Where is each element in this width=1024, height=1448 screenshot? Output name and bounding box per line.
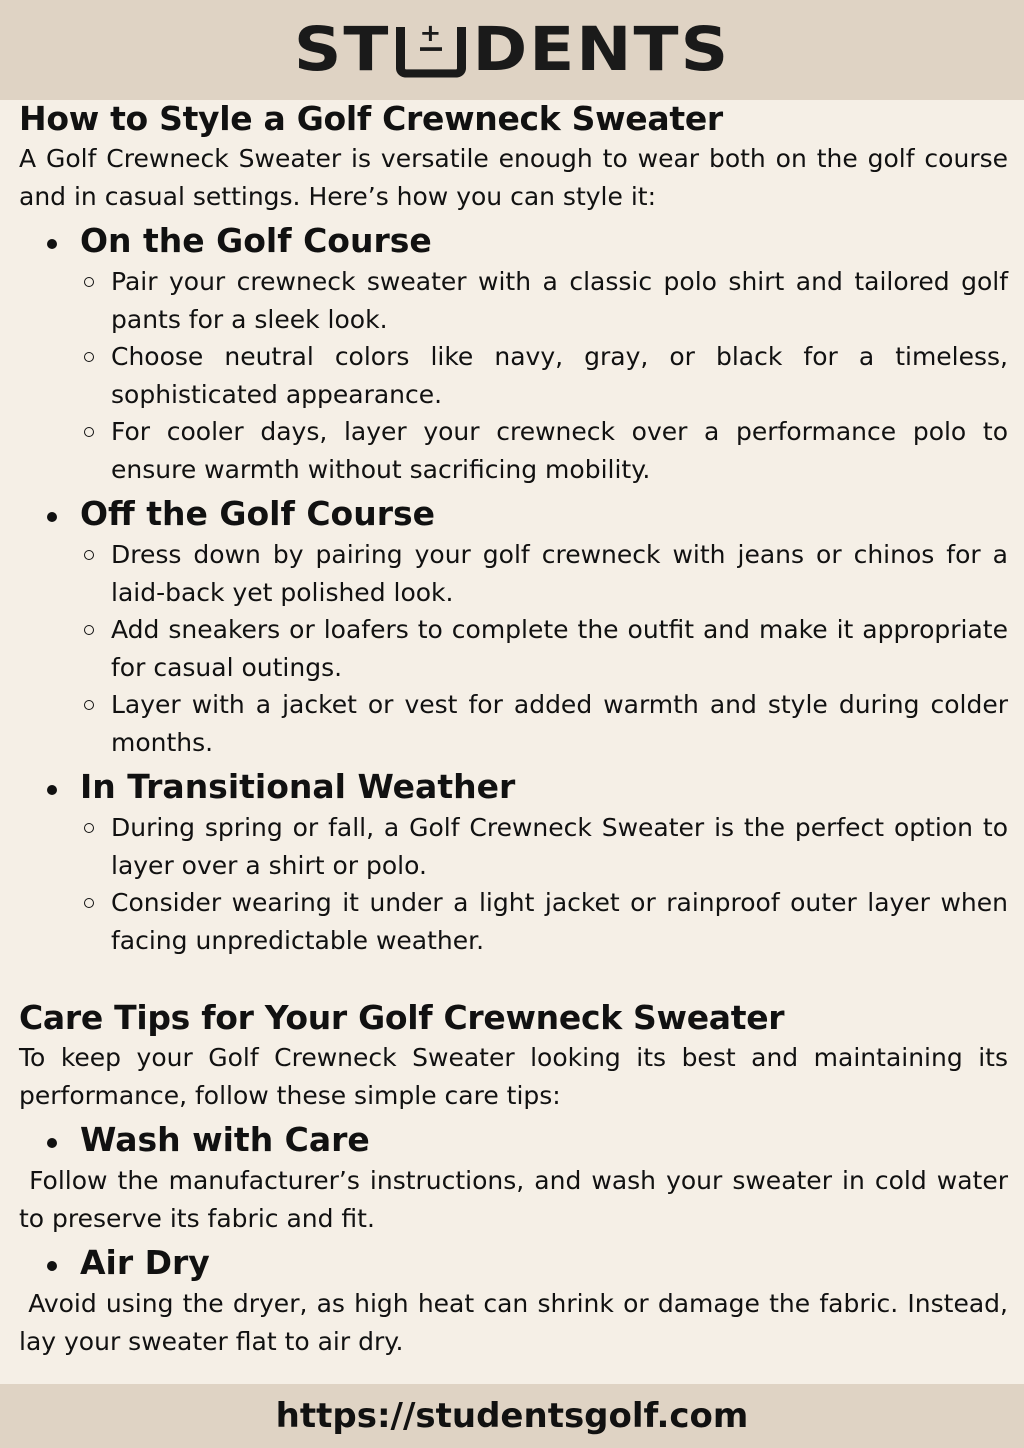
list-item: For cooler days, layer your crewneck over a performance polo to ensure warmth without sacrificing mobility. [111, 413, 1008, 488]
list-item: Dress down by pairing your golf crewneck with jeans or chinos for a laid-back yet polished look. [111, 536, 1008, 611]
style-section-title: How to Style a Golf Crewneck Sweater [19, 99, 723, 138]
care-tip-air-dry [19, 1241, 1016, 1360]
style-group-heading: Off the Golf Course [19, 492, 1008, 536]
article-content [19, 98, 1016, 1360]
footer-url-link[interactable]: https://studentsgolf.com [275, 1396, 749, 1436]
care-tip-heading: Air Dry [19, 1241, 1008, 1285]
care-tip-text: Follow the manufacturer’s instructions, and wash your sweater in cold water to preserve its fabric and fit. [19, 1166, 1016, 1233]
care-section-intro: To keep your Golf Crewneck Sweater looking its best and maintaining its performance, follow these simple care tips: [19, 1043, 1008, 1110]
care-section-title: Care Tips for Your Golf Crewneck Sweater [19, 998, 785, 1037]
header-band [0, 0, 1024, 100]
style-section-intro: A Golf Crewneck Sweater is versatile enough to wear both on the golf course and in casual settings. Here’s how you can style it: [19, 144, 1008, 211]
style-group-off-course [19, 492, 1008, 761]
list-item: Add sneakers or loafers to complete the outfit and make it appropriate for casual outings. [111, 611, 1008, 686]
style-group-heading: In Transitional Weather [19, 765, 1008, 809]
list-item: During spring or fall, a Golf Crewneck Sweater is the perfect option to layer over a shirt or polo. [111, 809, 1008, 884]
list-item: Choose neutral colors like navy, gray, or black for a timeless, sophisticated appearance. [111, 338, 1008, 413]
style-group-transitional-weather [19, 765, 1008, 959]
care-tip-text: Avoid using the dryer, as high heat can shrink or damage the fabric. Instead, lay your sweater flat to air dry. [19, 1289, 1016, 1356]
list-item: Pair your crewneck sweater with a classic polo shirt and tailored golf pants for a sleek look. [111, 263, 1008, 338]
style-group-golf-course [19, 219, 1008, 488]
care-tip-wash [19, 1118, 1016, 1237]
list-item: Layer with a jacket or vest for added warmth and style during colder months. [111, 686, 1008, 761]
care-tip-heading: Wash with Care [19, 1118, 1008, 1162]
style-group-heading: On the Golf Course [19, 219, 1008, 263]
students-logo [293, 14, 731, 85]
footer-band [0, 1384, 1024, 1448]
logo-u-plus-minus-icon: + [396, 27, 466, 78]
logo-text-left: ST [293, 14, 391, 85]
list-item: Consider wearing it under a light jacket or rainproof outer layer when facing unpredictable weather. [111, 884, 1008, 959]
logo-text-right: DENTS [472, 14, 731, 85]
